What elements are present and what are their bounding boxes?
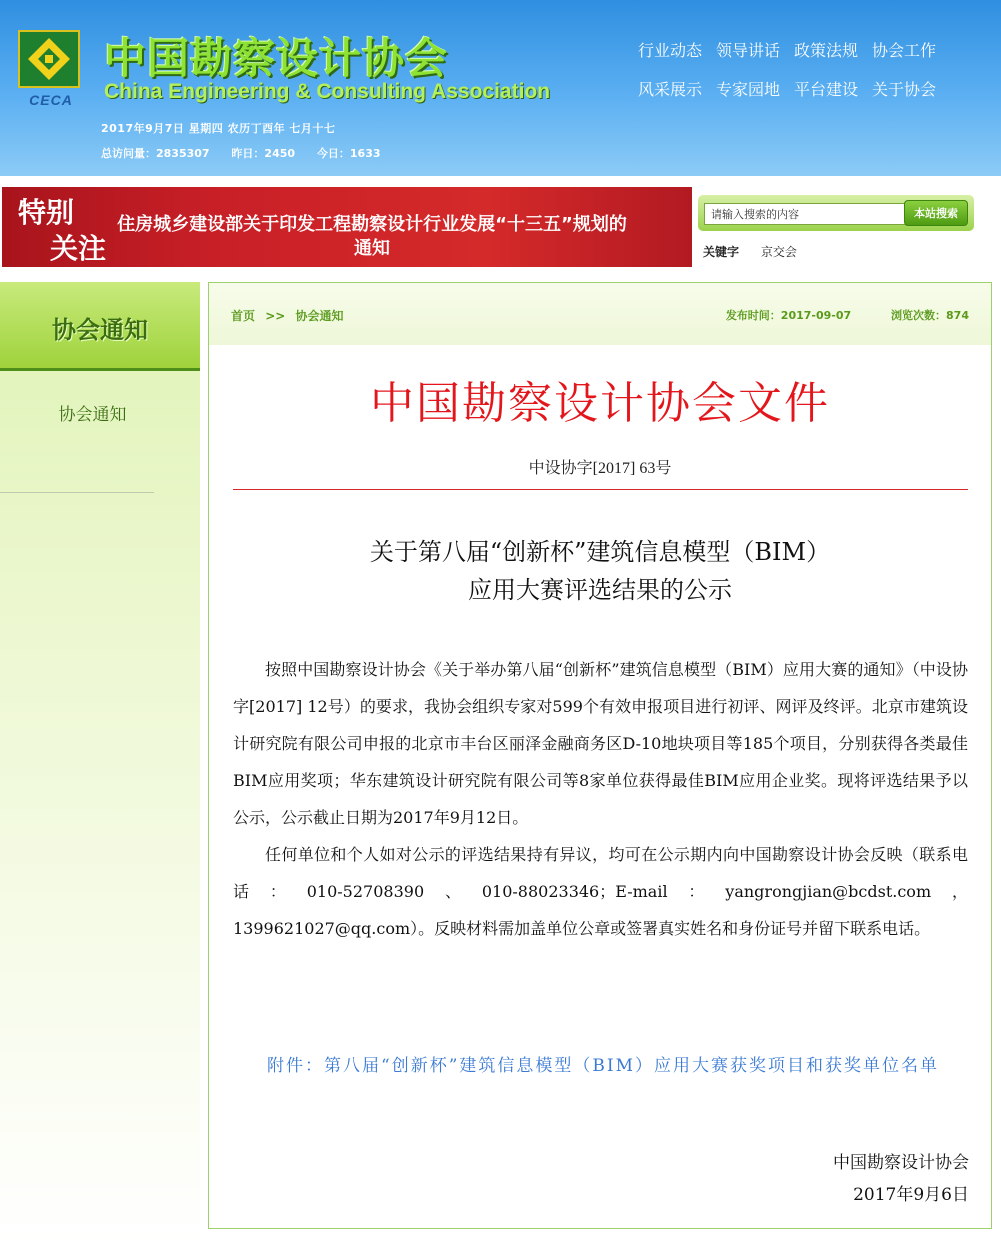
sidebar — [0, 282, 200, 1245]
document-number: 中设协字[2017] 63号 — [528, 460, 672, 477]
visit-stats — [101, 145, 399, 161]
banner-headline-link[interactable]: 住房城乡建设部关于印发工程勘察设计行业发展“十三五”规划的通知 — [117, 214, 627, 259]
keywords-label: 关键字 — [703, 245, 740, 259]
breadcrumb — [231, 307, 344, 324]
red-divider — [233, 489, 968, 490]
sidebar-divider — [0, 492, 154, 493]
keyword-link[interactable]: 京交会 — [760, 245, 797, 259]
publish-info — [690, 307, 969, 323]
nav-policies[interactable]: 政策法规 — [794, 41, 859, 60]
document-body — [233, 651, 968, 947]
signature-block — [833, 1147, 969, 1211]
breadcrumb-home[interactable]: 首页 — [231, 309, 256, 323]
nav-association-work[interactable]: 协会工作 — [872, 41, 937, 60]
total-visits: 总访问量：2835307 — [101, 147, 210, 160]
sidebar-item-notices[interactable]: 协会通知 — [58, 405, 127, 425]
nav-industry-news[interactable]: 行业动态 — [638, 41, 703, 60]
nav-experts[interactable]: 专家园地 — [716, 80, 781, 99]
view-count: 浏览次数：874 — [891, 309, 969, 322]
document-title — [209, 533, 991, 609]
site-title[interactable]: 中国勘察设计协会 — [104, 34, 449, 83]
nav-showcase[interactable]: 风采展示 — [638, 80, 703, 99]
document-title-line: 应用大赛评选结果的公示 — [468, 576, 732, 604]
header-date: 2017年9月7日 星期四 农历丁酉年 七月十七 — [101, 122, 336, 135]
site-title-english: China Engineering & Consulting Association — [104, 80, 551, 103]
banner-label-special: 特别 — [18, 196, 75, 229]
sidebar-header — [0, 282, 200, 371]
sidebar-title: 协会通知 — [52, 316, 148, 344]
document-header: 中国勘察设计协会文件 — [370, 378, 830, 429]
document-title-line: 关于第八届“创新杯”建筑信息模型（BIM） — [369, 538, 831, 566]
special-focus-banner[interactable] — [2, 187, 692, 267]
keywords-row — [703, 243, 797, 260]
article-meta-bar — [209, 283, 991, 345]
breadcrumb-separator: >> — [265, 309, 286, 323]
yesterday-visits: 昨日：2450 — [231, 147, 296, 160]
nav-leader-speeches[interactable]: 领导讲话 — [716, 41, 781, 60]
ceca-logo-icon[interactable] — [18, 30, 80, 88]
breadcrumb-current[interactable]: 协会通知 — [295, 309, 344, 323]
body-paragraph: 按照中国勘察设计协会《关于举办第八届“创新杯”建筑信息模型（BIM）应用大赛的通知》（中设协字[2017] 12号）的要求，我协会组织专家对599个有效申报项目进行初评、网评及终评。北京市建筑设计研究院有限公司申报的北京市丰台区丽泽金融商务区D-10地块项目等185个项目，分别获得各类最佳BIM应用奖项；华东建筑设计研究院有限公司等8家单位获得最佳BIM应用企业奖。现将评选结果予以公示，公示截止日期为2017年9月12日。 — [233, 660, 968, 827]
nav-platform[interactable]: 平台建设 — [794, 80, 859, 99]
site-search-button[interactable]: 本站搜索 — [904, 200, 968, 226]
site-header — [0, 0, 1001, 176]
search-input[interactable] — [704, 203, 908, 225]
body-paragraph: 任何单位和个人如对公示的评选结果持有异议，均可在公示期内向中国勘察设计协会反映（联系电话：010-52708390、010-88023346；E-mail：yangrongjian@bcdst.com，1399621027@qq.com）。反映材料需加盖单位公章或签署真实姓名和身份证号并留下联系电话。 — [233, 845, 968, 938]
top-navigation — [630, 38, 980, 116]
search-box — [698, 195, 974, 231]
logo-text: CECA — [29, 92, 73, 108]
today-visits: 今日：1633 — [316, 147, 381, 160]
nav-row — [630, 77, 980, 100]
nav-about[interactable]: 关于协会 — [872, 80, 937, 99]
nav-row — [630, 38, 980, 61]
signature-date: 2017年9月6日 — [853, 1185, 969, 1205]
article-panel — [208, 282, 992, 1229]
signature-org: 中国勘察设计协会 — [833, 1153, 969, 1173]
banner-label-focus: 关注 — [50, 232, 107, 265]
attachment-link[interactable]: 附件：第八届“创新杯”建筑信息模型（BIM）应用大赛获奖项目和获奖单位名单 — [267, 1056, 939, 1076]
publish-time: 发布时间：2017-09-07 — [725, 309, 852, 322]
